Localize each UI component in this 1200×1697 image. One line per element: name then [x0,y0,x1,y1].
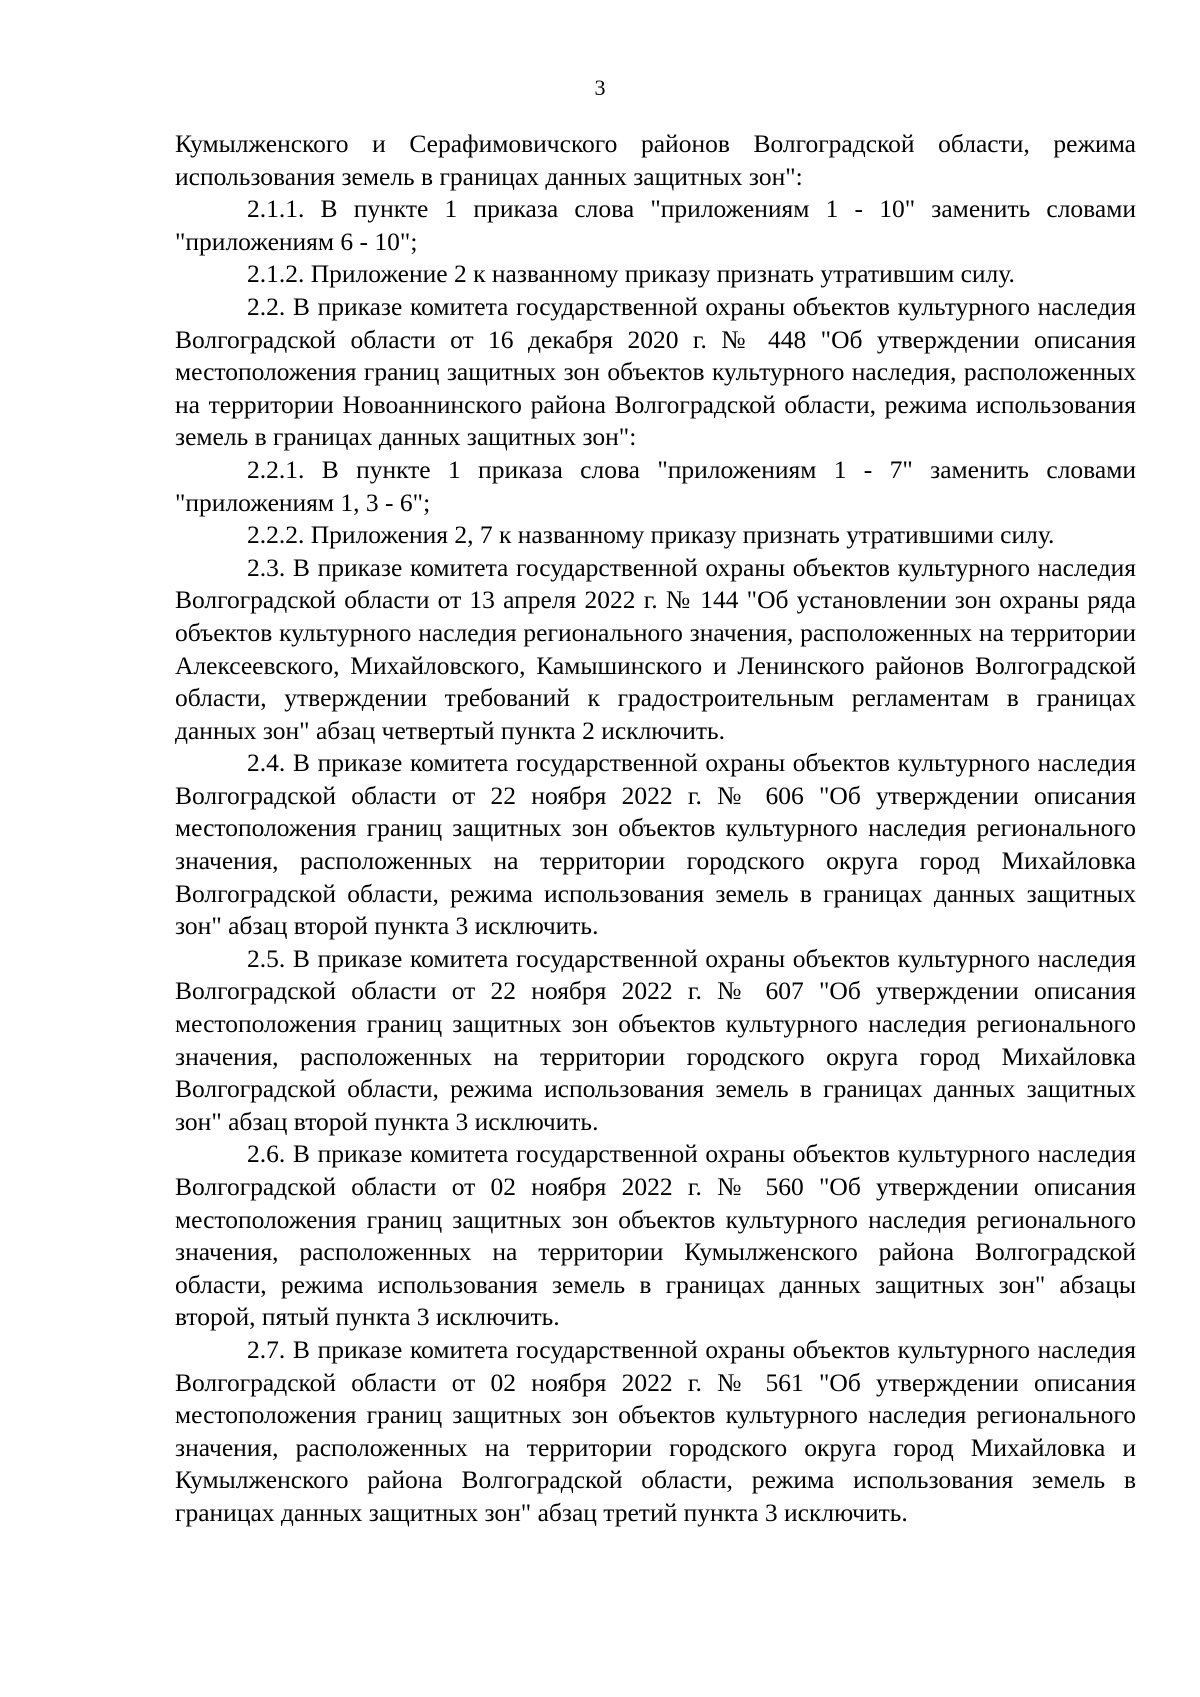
paragraph-2-3: 2.3. В приказе комитета государственной охраны объектов культурного наследия Волгоградской области от 13 апреля 2022 г. № 144 "Об установлении зон охраны ряда объектов культурного наследия регионального значения, расположенных на территории Алексеевского, Михайловского, Камышинского и Ленинского районов Волгоградской области, утверждении требований к градостроительным регламентам в границах данных зон" абзац четвертый пункта 2 исключить. [175,552,1136,745]
paragraph-2-2-1: 2.2.1. В пункте 1 приказа слова "приложениям 1 - 7" заменить словами "приложениям 1, 3 - 6"; [175,454,1136,517]
page-number: 3 [594,75,606,100]
paragraph-2-5: 2.5. В приказе комитета государственной охраны объектов культурного наследия Волгоградской области от 22 ноября 2022 г. № 607 "Об утверждении описания местоположения границ защитных зон объектов культурного наследия регионального значения, расположенных на территории городского округа город Михайловка Волгоградской области, режима использования земель в границах данных защитных зон" абзац второй пункта 3 исключить. [175,943,1136,1136]
paragraph-2-1-1: 2.1.1. В пункте 1 приказа слова "приложениям 1 - 10" заменить словами "приложениям 6 - 10"; [175,194,1136,256]
paragraph-2-1-2: 2.1.2. Приложение 2 к названному приказу признать утратившим силу. [247,259,1015,289]
paragraph-2-2-2: 2.2.2. Приложения 2, 7 к названному приказу признать утратившими силу. [247,520,1055,550]
paragraph-2-4: 2.4. В приказе комитета государственной охраны объектов культурного наследия Волгоградской области от 22 ноября 2022 г. № 606 "Об утверждении описания местоположения границ защитных зон объектов культурного наследия регионального значения, расположенных на территории городского округа город Михайловка Волгоградской области, режима использования земель в границах данных защитных зон" абзац второй пункта 3 исключить. [175,748,1136,941]
document-body [175,128,1136,1530]
paragraph-continuation: Кумылженского и Серафимовичского районов Волгоградской области, режима использования земель в границах данных защитных зон": [175,129,1136,191]
paragraph-2-6: 2.6. В приказе комитета государственной охраны объектов культурного наследия Волгоградской области от 02 ноября 2022 г. № 560 "Об утверждении описания местоположения границ защитных зон объектов культурного наследия регионального значения, расположенных на территории Кумылженского района Волгоградской области, режима использования земель в границах данных защитных зон" абзацы второй, пятый пункта 3 исключить. [175,1139,1136,1332]
paragraph-2-2: 2.2. В приказе комитета государственной охраны объектов культурного наследия Волгоградской области от 16 декабря 2020 г. № 448 "Об утверждении описания местоположения границ защитных зон объектов культурного наследия, расположенных на территории Новоаннинского района Волгоградской области, режима использования земель в границах данных защитных зон": [175,291,1136,452]
paragraph-2-7: 2.7. В приказе комитета государственной охраны объектов культурного наследия Волгоградской области от 02 ноября 2022 г. № 561 "Об утверждении описания местоположения границ защитных зон объектов культурного наследия регионального значения, расположенных на территории городского округа город Михайловка и Кумылженского района Волгоградской области, режима использования земель в границах данных защитных зон" абзац третий пункта 3 исключить. [175,1334,1136,1527]
